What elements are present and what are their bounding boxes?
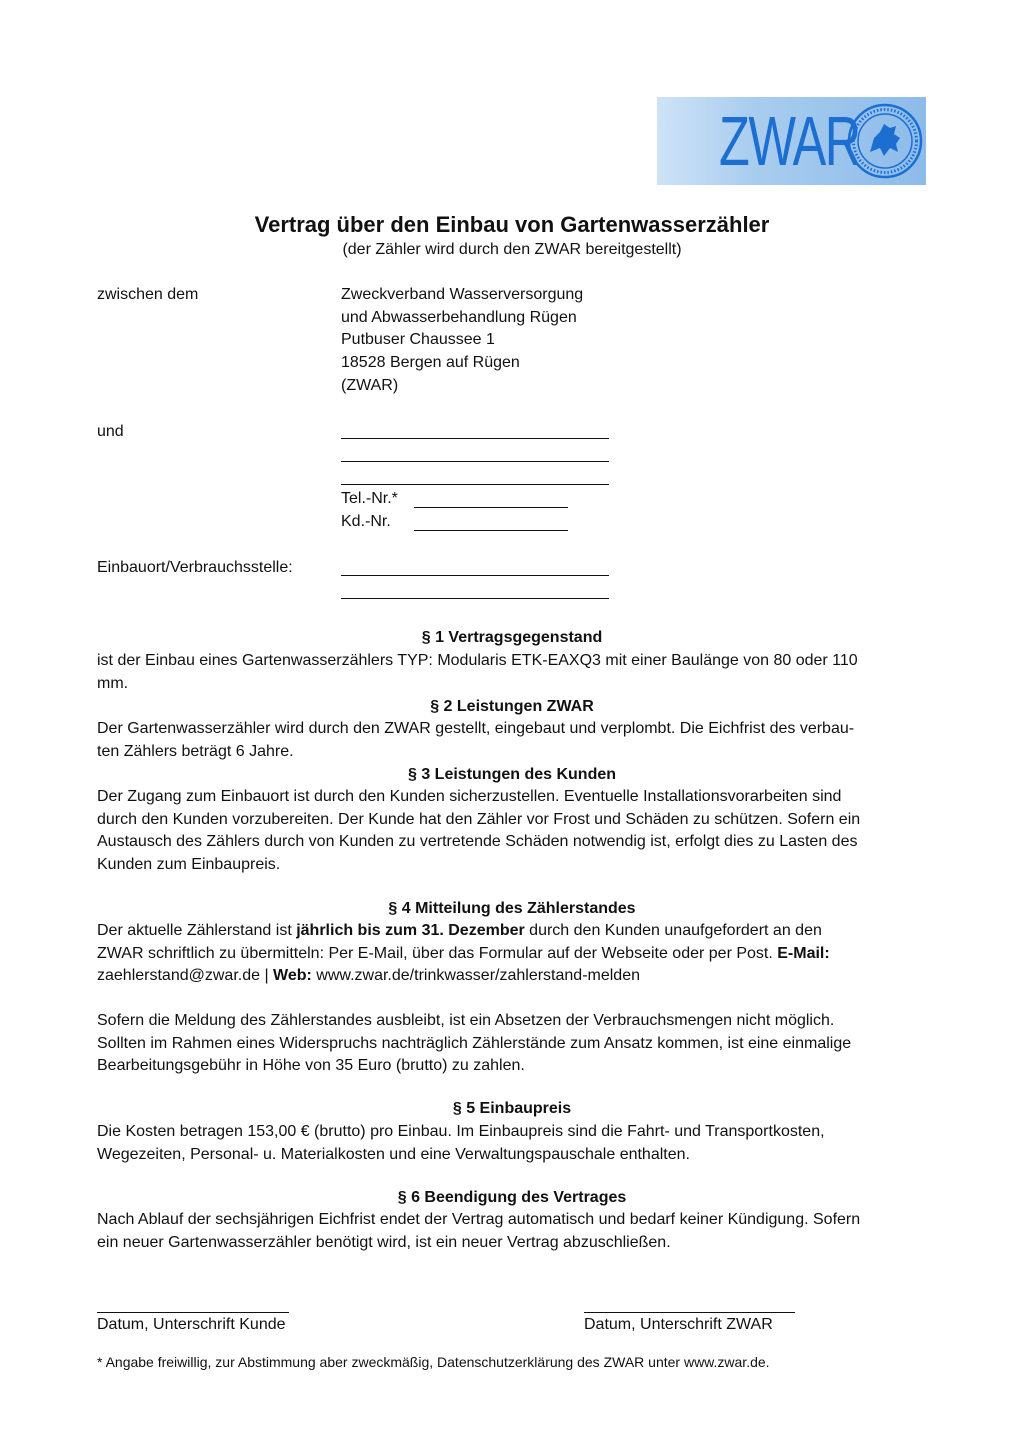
text-line: Bearbeitungsgebühr in Höhe von 35 Euro (brutto) zu zahlen. [97, 1057, 525, 1075]
text-line: Sofern die Meldung des Zählerstandes ausbleibt, ist ein Absetzen der Verbrauchsmengen nicht möglich. [97, 1012, 835, 1029]
zwar-seal-icon [846, 102, 924, 180]
text-line: ten Zählers beträgt 6 Jahre. [97, 742, 294, 760]
section-1-heading: § 1 Vertragsgegenstand [421, 629, 603, 646]
text-line: Austausch des Zählers durch von Kunden zu vertretende Schäden notwendig ist, erfolgt dies zu Lasten des [97, 833, 858, 851]
text-run: durch den Kunden unaufgefordert an den [524, 922, 822, 939]
section-5-text [97, 1121, 927, 1166]
section-3-heading: § 3 Leistungen des Kunden [407, 766, 617, 783]
email-address[interactable]: zaehlerstand@zwar.de | [97, 967, 274, 985]
zwar-signature-line[interactable] [584, 1312, 795, 1313]
email-label: E-Mail: [777, 944, 830, 962]
zwar-address-line: 18528 Bergen auf Rügen [341, 354, 520, 371]
zwar-signature-label: Datum, Unterschrift ZWAR [584, 1316, 773, 1333]
zwar-address-line: (ZWAR) [341, 377, 399, 394]
text-line: Wegezeiten, Personal- u. Materialkosten und eine Verwaltungspauschale enthalten. [97, 1145, 690, 1163]
text-run: ZWAR schriftlich zu übermitteln: Per E-Mail, über das Formular auf der Webseite oder per Post. [97, 944, 778, 962]
tel-line[interactable] [414, 507, 568, 508]
section-4-heading: § 4 Mitteilung des Zählerstandes [388, 900, 636, 917]
text-line: ist der Einbau eines Gartenwasserzählers TYP: Modularis ETK-EAXQ3 mit einer Baulänge von 80 oder 110 [97, 652, 858, 669]
text-line [97, 920, 927, 943]
section-6-heading: § 6 Beendigung des Vertrages [397, 1189, 627, 1206]
customer-street-line[interactable] [341, 461, 609, 462]
document-subtitle: (der Zähler wird durch den ZWAR bereitgestellt) [342, 241, 682, 258]
section-4-text [97, 920, 927, 988]
section-2-text [97, 718, 927, 763]
text-line: Die Kosten betragen 153,00 € (brutto) pro Einbau. Im Einbaupreis sind die Fahrt- und Transportkosten, [97, 1123, 825, 1140]
document-title: Vertrag über den Einbau von Gartenwasserzähler [254, 212, 770, 237]
section-5-heading: § 5 Einbaupreis [452, 1100, 572, 1117]
text-line [97, 943, 927, 966]
deadline-emphasis: jährlich bis zum 31. Dezember [296, 922, 525, 939]
section-2-heading: § 2 Leistungen ZWAR [430, 698, 594, 715]
section-1-text [97, 650, 927, 695]
web-label: Web: [273, 967, 312, 985]
customer-signature-line[interactable] [97, 1312, 289, 1313]
zwar-address-line: Zweckverband Wasserversorgung [341, 286, 584, 303]
kd-line[interactable] [414, 530, 568, 531]
tel-label: Tel.-Nr.* [341, 490, 398, 507]
text-line: Der Zugang zum Einbauort ist durch den Kunden sicherzustellen. Eventuelle Installationsvorarbeiten sind [97, 788, 842, 805]
zwar-address-line: und Abwasserbehandlung Rügen [341, 309, 577, 326]
text-line: durch den Kunden vorzubereiten. Der Kunde hat den Zähler vor Frost und Schäden zu schützen. Sofern ein [97, 810, 861, 828]
text-run: Der aktuelle Zählerstand ist [97, 922, 297, 939]
customer-city-line[interactable] [341, 484, 609, 485]
logo-text: ZWAR [719, 102, 860, 180]
customer-name-line[interactable] [341, 438, 609, 439]
text-line: Kunden zum Einbaupreis. [97, 856, 281, 874]
text-line: mm. [97, 674, 129, 692]
text-line: Sollten im Rahmen eines Widerspruchs nachträglich Zählerstände zum Ansatz kommen, ist eine einmalige [97, 1034, 852, 1052]
text-line: Der Gartenwasserzähler wird durch den ZWAR gestellt, eingebaut und verplombt. Die Eichfrist des verbau- [97, 720, 855, 737]
text-line: ein neuer Gartenwasserzähler benötigt wird, ist ein neuer Vertrag abzuschließen. [97, 1233, 671, 1251]
zwar-address-line: Putbuser Chaussee 1 [341, 331, 495, 348]
between-label: zwischen dem [97, 286, 199, 303]
section-4-text-2 [97, 1010, 927, 1078]
section-3-text [97, 786, 927, 877]
customer-signature-label: Datum, Unterschrift Kunde [97, 1316, 286, 1333]
location-line-2[interactable] [341, 598, 609, 599]
and-label: und [97, 423, 124, 440]
zwar-logo [657, 97, 926, 185]
kd-label: Kd.-Nr. [341, 513, 391, 530]
text-line [97, 965, 927, 988]
text-line: Nach Ablauf der sechsjährigen Eichfrist endet der Vertrag automatisch und bedarf keiner Kündigung. Sofern [97, 1211, 861, 1228]
location-label: Einbauort/Verbrauchsstelle: [97, 559, 293, 576]
location-line-1[interactable] [341, 575, 609, 576]
footnote: * Angabe freiwillig, zur Abstimmung aber zweckmäßig, Datenschutzerklärung des ZWAR unter www.zwar.de. [97, 1354, 770, 1370]
web-url[interactable]: www.zwar.de/trinkwasser/zahlerstand-melden [311, 967, 640, 985]
section-6-text [97, 1209, 927, 1254]
